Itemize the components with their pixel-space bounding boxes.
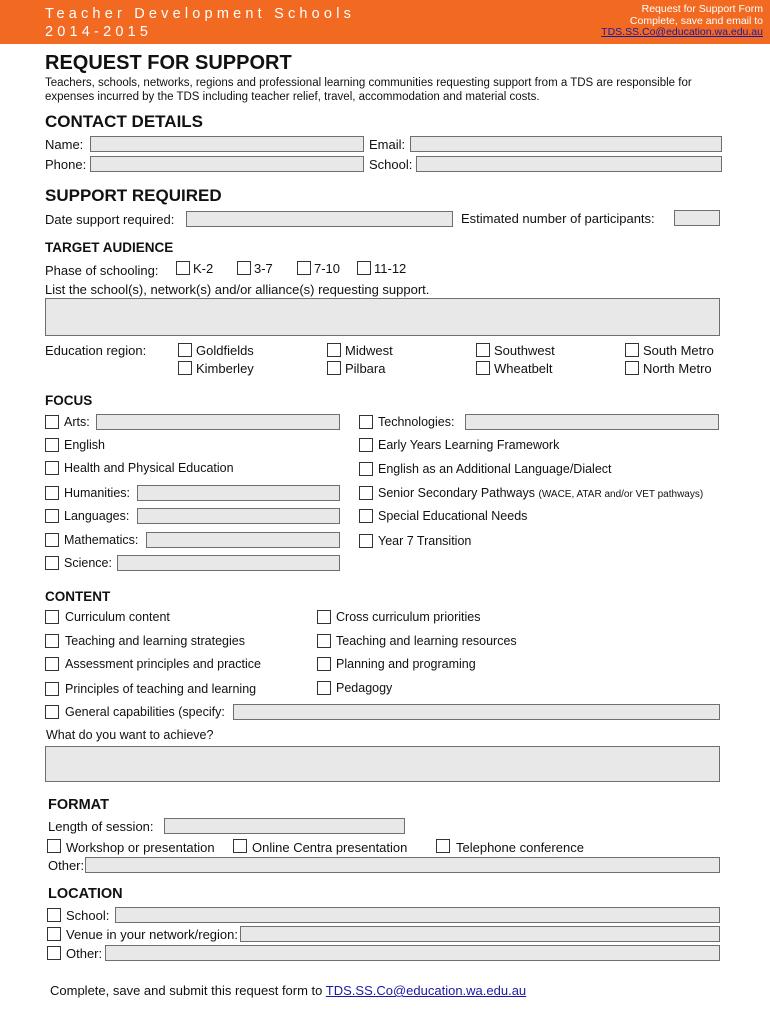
focus-y7-checkbox[interactable] [359,534,373,548]
intro-text: Teachers, schools, networks, regions and professional learning communities requesting support from a TDS are responsible for expenses incurred by the TDS including teacher relief, travel, accommodation and material costs. [45,77,692,103]
focus-science-field[interactable] [117,555,340,571]
location-school-checkbox[interactable] [47,908,61,922]
target-audience-heading: TARGET AUDIENCE [45,240,174,255]
phase-label: Phase of schooling: [45,263,159,278]
content-principles-checkbox[interactable] [45,682,59,696]
header-form-name: Request for Support Form [641,3,763,15]
region-southwest-checkbox[interactable] [476,343,490,357]
focus-technologies-checkbox[interactable] [359,415,373,429]
content-cross-label: Cross curriculum priorities [336,610,481,624]
content-cross-checkbox[interactable] [317,610,331,624]
school-label: School: [369,157,413,172]
region-label: Education region: [45,343,147,358]
region-north-metro-label: North Metro [643,361,712,376]
focus-arts-label: Arts: [64,415,90,429]
focus-mathematics-label: Mathematics: [64,533,139,547]
content-heading: CONTENT [45,589,111,604]
format-heading: FORMAT [48,797,109,813]
phase-k2-checkbox[interactable] [176,261,190,275]
schools-list-label: List the school(s), network(s) and/or alliance(s) requesting support. [45,282,430,297]
format-telephone-label: Telephone conference [456,840,584,855]
focus-sen-checkbox[interactable] [359,509,373,523]
format-workshop-label: Workshop or presentation [66,840,215,855]
focus-ssp-checkbox[interactable] [359,486,373,500]
focus-y7-label: Year 7 Transition [378,534,472,548]
content-general-label: General capabilities (specify: [65,705,225,719]
region-kimberley-checkbox[interactable] [178,361,192,375]
location-venue-field[interactable] [240,926,720,942]
phase-7-10-label: 7-10 [314,261,341,276]
focus-mathematics-field[interactable] [146,532,340,548]
phase-11-12-label: 11-12 [374,261,407,276]
footer-text: Complete, save and submit this request form to [50,983,323,998]
format-online-checkbox[interactable] [233,839,247,853]
achieve-label: What do you want to achieve? [46,728,214,742]
focus-eylf-label: Early Years Learning Framework [378,438,560,452]
focus-arts-checkbox[interactable] [45,415,59,429]
region-southwest-label: Southwest [494,343,555,358]
header-instruction: Complete, save and email to [629,14,763,27]
footer-note [50,983,526,998]
content-principles-label: Principles of teaching and learning [65,682,257,696]
content-general-field[interactable] [233,704,720,720]
focus-ssp-text: Senior Secondary Pathways [378,486,536,500]
content-curriculum-label: Curriculum content [65,610,170,624]
location-heading: LOCATION [48,886,123,902]
email-field[interactable] [410,136,722,152]
focus-humanities-label: Humanities: [64,486,130,500]
focus-technologies-label: Technologies: [378,415,455,429]
region-kimberley-label: Kimberley [196,361,254,376]
focus-humanities-field[interactable] [137,485,340,501]
phase-k2-label: K-2 [193,261,214,276]
focus-heading: FOCUS [45,393,93,408]
date-label: Date support required: [45,212,175,227]
phase-7-10-checkbox[interactable] [297,261,311,275]
format-other-field[interactable] [85,857,720,873]
focus-arts-field[interactable] [96,414,340,430]
focus-ssp-note: (WACE, ATAR and/or VET pathways) [538,489,704,500]
content-resources-label: Teaching and learning resources [336,634,517,648]
session-length-field[interactable] [164,818,405,834]
phase-3-7-checkbox[interactable] [237,261,251,275]
region-pilbara-checkbox[interactable] [327,361,341,375]
focus-science-checkbox[interactable] [45,556,59,570]
focus-technologies-field[interactable] [465,414,719,430]
program-title: Teacher Development Schools [45,6,356,22]
location-venue-checkbox[interactable] [47,927,61,941]
focus-languages-label: Languages: [64,509,130,523]
location-school-label: School: [66,908,110,923]
content-strategies-checkbox[interactable] [45,634,59,648]
content-assessment-label: Assessment principles and practice [65,657,261,671]
region-south-metro-checkbox[interactable] [625,343,639,357]
region-wheatbelt-label: Wheatbelt [494,361,553,376]
content-general-checkbox[interactable] [45,705,59,719]
focus-languages-field[interactable] [137,508,340,524]
focus-humanities-checkbox[interactable] [45,486,59,500]
location-venue-label: Venue in your network/region: [66,927,238,942]
format-telephone-checkbox[interactable] [436,839,450,853]
email-label: Email: [369,137,406,152]
region-goldfields-label: Goldfields [196,343,254,358]
content-planning-checkbox[interactable] [317,657,331,671]
region-midwest-checkbox[interactable] [327,343,341,357]
name-label: Name: [45,137,84,152]
focus-ssp-label [378,486,703,500]
contact-heading: CONTACT DETAILS [45,112,204,131]
format-online-label: Online Centra presentation [252,840,408,855]
session-length-label: Length of session: [48,819,154,834]
page-title: REQUEST FOR SUPPORT [45,52,292,74]
content-planning-label: Planning and programing [336,657,476,671]
phase-11-12-checkbox[interactable] [357,261,371,275]
content-resources-checkbox[interactable] [317,634,331,648]
participants-label: Estimated number of participants: [461,211,655,226]
date-field[interactable] [186,211,453,227]
focus-hpe-label: Health and Physical Education [64,461,234,475]
format-other-label: Other: [48,858,85,873]
phase-3-7-label: 3-7 [254,261,273,276]
location-other-label: Other: [66,946,103,961]
focus-eald-checkbox[interactable] [359,462,373,476]
region-pilbara-label: Pilbara [345,361,386,376]
region-goldfields-checkbox[interactable] [178,343,192,357]
content-pedagogy-checkbox[interactable] [317,681,331,695]
focus-english-label: English [64,438,105,452]
schools-list-field[interactable] [45,298,720,336]
focus-hpe-checkbox[interactable] [45,461,59,475]
focus-sen-label: Special Educational Needs [378,509,528,523]
region-wheatbelt-checkbox[interactable] [476,361,490,375]
focus-english-checkbox[interactable] [45,438,59,452]
focus-mathematics-checkbox[interactable] [45,533,59,547]
location-other-field[interactable] [105,945,720,961]
region-south-metro-label: South Metro [643,343,714,358]
location-other-checkbox[interactable] [47,946,61,960]
focus-eylf-checkbox[interactable] [359,438,373,452]
content-assessment-checkbox[interactable] [45,657,59,671]
content-pedagogy-label: Pedagogy [336,681,393,695]
achieve-field[interactable] [45,746,720,782]
focus-languages-checkbox[interactable] [45,509,59,523]
phone-label: Phone: [45,157,87,172]
program-years: 2014-2015 [45,24,153,40]
footer-email-link[interactable]: TDS.SS.Co@education.wa.edu.au [325,983,527,998]
focus-eald-label: English as an Additional Language/Dialect [378,462,612,476]
school-field[interactable] [416,156,722,172]
phone-field[interactable] [90,156,364,172]
region-north-metro-checkbox[interactable] [625,361,639,375]
name-field[interactable] [90,136,364,152]
support-heading: SUPPORT REQUIRED [45,186,222,205]
location-school-field[interactable] [115,907,720,923]
content-strategies-label: Teaching and learning strategies [65,634,245,648]
content-curriculum-checkbox[interactable] [45,610,59,624]
participants-field[interactable] [674,210,720,226]
focus-science-label: Science: [64,556,112,570]
format-workshop-checkbox[interactable] [47,839,61,853]
header-email-link[interactable]: TDS.SS.Co@education.wa.edu.au [601,26,763,38]
region-midwest-label: Midwest [345,343,393,358]
